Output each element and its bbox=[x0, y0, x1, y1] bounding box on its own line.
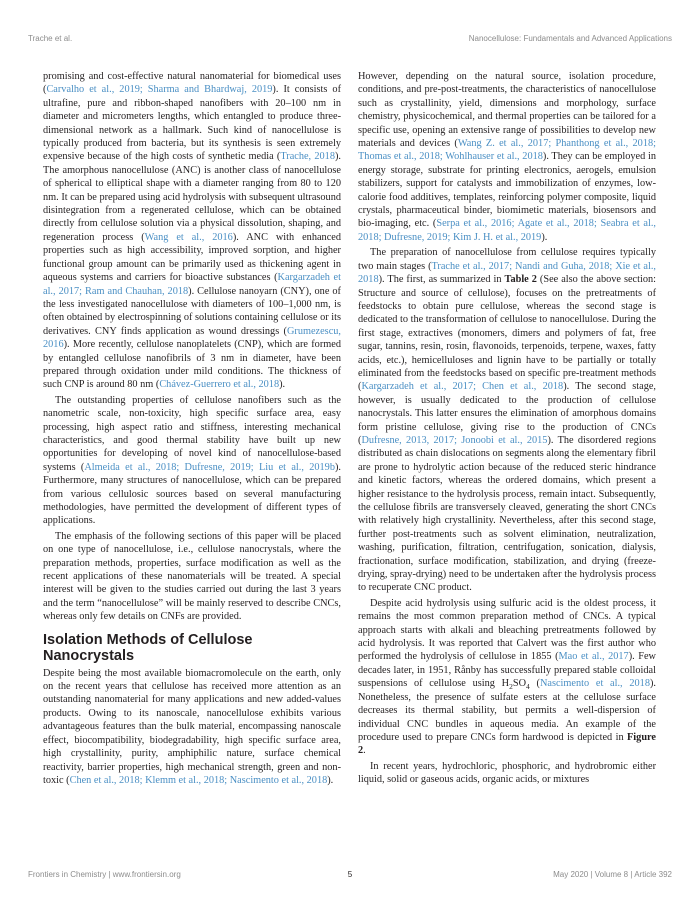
citation-link[interactable]: Chávez-Guerrero et al., 2018 bbox=[159, 379, 280, 391]
citation-link[interactable]: Trache, 2018 bbox=[280, 151, 335, 163]
left-paragraph-3 bbox=[43, 530, 341, 624]
text-run: ). The amorphous nanocellulose (ANC) is another class of nanocellulose of spherical to elliptical shape with a diameter ranging from 80 to 120 nm. It can be prepared using acid hydrolysis with subsequent ultrasound disintegration from a regenerated cellulose, which can be obtained directly from cellulose solution via a physical dissolution, shaping, and regeneration process ( bbox=[43, 151, 341, 243]
header-authors: Trache et al. bbox=[28, 34, 73, 43]
text-run: ). Few decades later, in 1951, Rånby has successfully prepared stable colloidal suspensions of cellulose using H bbox=[358, 651, 656, 690]
left-paragraph-1 bbox=[43, 70, 341, 392]
left-paragraph-4 bbox=[43, 667, 341, 788]
right-paragraph-1 bbox=[358, 70, 656, 244]
subscript: 4 bbox=[526, 682, 530, 692]
right-column bbox=[358, 70, 656, 787]
text-run: In recent years, hydrochloric, phosphoric, and hydrobromic either liquid, solid or gaseous acids, organic acids, or mixtures bbox=[358, 760, 656, 786]
footer-journal: Frontiers in Chemistry | www.frontiersin.org bbox=[28, 870, 181, 879]
citation-link[interactable]: Kargarzadeh et al., 2017; Ram and Chauhan, 2018 bbox=[43, 272, 341, 297]
citation-link[interactable]: Grumezescu, 2016 bbox=[43, 325, 341, 351]
text-run: The outstanding properties of cellulose nanofibers such as the nanometric scale, non-toxicity, high specific surface area, easy processing, high aspect ratio and stiffness, interesting mechanical characteristics, and good thermal stability have built up new opportunities for developing of novel kind of nanocellulose-based systems ( bbox=[43, 394, 341, 473]
text-run: ). It consists of ultrafine, pure and ribbon-shaped nanofibers with 20–100 nm in diameter and micrometers lengths, which entangled to produce three-dimensional network as a hallmark. Such kind of nanocellulose is typically produced from bacteria, but its synthesis is seen extremely expensive because of the high costs of synthetic media ( bbox=[43, 84, 342, 163]
text-run: Despite acid hydrolysis using sulfuric acid is the oldest process, it remains the most common preparation method of CNCs. A typical approach starts with alkali and bleaching pretreatments followed by acid hydrolysis. It was reported that Calvert was the first author who performed the hydrolysis of cellulose in 1855 ( bbox=[358, 597, 656, 663]
text-run: promising and cost-effective natural nanomaterial for biomedical uses ( bbox=[43, 71, 341, 96]
text-run: ). Nonetheless, the presence of sulfate esters at the cellulose surface decreases its thermal stability, but permits a well-dispersion of individual CNC bundles in aqueous media. An example of the procedure used to prepare CNCs form hardwood is depicted in bbox=[358, 678, 656, 743]
citation-link[interactable]: Mao et al., 2017 bbox=[558, 651, 629, 663]
text-run: Despite being the most available biomacromolecule on the earth, only on the recent years that cellulose has received more attention as an outstanding nanomaterial for many applications and new added-values products. Owing to its nanoscale, nanocellulose exhibits various advantageous features than the bulk material, encompassing nanoscale effect, biocompatibility, biodegradability, high specific surface area, high crystallinity, purity, amphiphilic nature, surface chemical reactivity, barrier properties, high mechanical strength, green and non-toxic ( bbox=[43, 667, 341, 786]
page-number: 5 bbox=[347, 870, 353, 879]
bold-reference[interactable]: Figure 2 bbox=[358, 731, 656, 757]
citation-link[interactable]: Carvalho et al., 2019; Sharma and Bhardwaj, 2019 bbox=[46, 84, 273, 96]
citation-link[interactable]: Nascimento et al., 2018 bbox=[539, 678, 650, 690]
bold-reference[interactable]: Table 2 bbox=[504, 274, 537, 286]
citation-link[interactable]: Wang Z. et al., 2017; Phanthong et al., 2018; Thomas et al., 2018; Wohlhauser et al., 2018 bbox=[358, 138, 656, 163]
text-run: ). Cellulose nanoyarn (CNY), one of the less investigated nanocellulose with diameters of 100–1,000 nm, is often obtained by electrospinning of solutions containing cellulose or its derivatives. CNY finds application as wound dressings ( bbox=[43, 285, 341, 337]
right-paragraph-3 bbox=[358, 597, 656, 758]
text-run: ). bbox=[327, 774, 334, 786]
text-run: ). They can be employed in energy storage, substrate for printing electronics, aerogels, emulsion stabilizers, support for catalysts and immobilization of enzymes, low-calorie food additives, templates, reinforcing polymer composite, liquid crystals, pharmaceutical binder, biomimetic materials, biosensors and bio-imaging, etc. ( bbox=[358, 151, 656, 230]
right-paragraph-4 bbox=[358, 760, 656, 787]
text-run: ). The first, as summarized in bbox=[378, 274, 505, 286]
subscript: 2 bbox=[509, 682, 513, 692]
text-run: ). bbox=[541, 231, 548, 243]
text-run: The emphasis of the following sections of this paper will be placed on one type of nanocellulose, i.e., cellulose nanocrystals, where the preparation methods, properties, surface modification as well as the recent applications of these nanomaterials will be treated. A special interest will be given to the studies carried out during the last 3 years and the term “nanocellulose” will be mainly reserved to describe CNCs, whereas only few details on CNFs are provided. bbox=[43, 530, 341, 623]
text-run: However, depending on the natural source, isolation procedure, conditions, and pre-post-treatments, the characteristics of nanocellulose such as crystallinity, yield, dimensions and morphology, surface chemistry, physicochemical, and thermal properties can be tailored for a specific use, opening an extensive range of possibilities to develop new materials and devices ( bbox=[358, 71, 656, 150]
text-run: ). Furthermore, many structures of nanocellulose, which can be prepared from various cellulosic sources based on several manufacturing methodologies, have permitted the development of different types of applications. bbox=[43, 461, 341, 527]
citation-link[interactable]: Kargarzadeh et al., 2017; Chen et al., 2018 bbox=[361, 381, 564, 393]
running-head bbox=[28, 34, 672, 48]
text-run: The preparation of nanocellulose from cellulose requires typically two main stages ( bbox=[358, 247, 656, 272]
citation-link[interactable]: Wang et al., 2016 bbox=[144, 231, 233, 243]
text-run: (See also the above section: Structure and source of cellulose), focuses on the pretreatments of feedstocks to obtain pure cellulose, whereas the second stage is dedicated to the transformation of cellulose to nanocellulose. During the first stage, extractives (monomers, dimers and polymers of fat, free sugar, tannins, resin, rosin, flavonoids, terpenoids, terpene, waxes, fatty acids, etc.), hemicelluloses and lignin have to be partially or totally eliminated from the feedstocks based on specific pre-treatment methods ( bbox=[358, 274, 657, 393]
citation-link[interactable]: Almeida et al., 2018; Dufresne, 2019; Liu et al., 2019b bbox=[84, 461, 335, 473]
text-run: ). ANC with enhanced properties such as high accessibility, improved sorption, and higher functional group amount can be primarily used as thickening agent in aqueous systems and carriers for bioactive substances ( bbox=[43, 231, 341, 284]
page-footer bbox=[28, 870, 672, 882]
footer-issue: May 2020 | Volume 8 | Article 392 bbox=[553, 870, 672, 879]
right-paragraph-2 bbox=[358, 246, 656, 595]
text-run: ( bbox=[529, 678, 540, 690]
left-paragraph-2 bbox=[43, 394, 341, 528]
citation-link[interactable]: Trache et al., 2017; Nandi and Guha, 2018; Xie et al., 2018 bbox=[358, 260, 656, 286]
citation-link[interactable]: Serpa et al., 2016; Agate et al., 2018; Seabra et al., 2018; Dufresne, 2019; Kim J. H. et al., 2019 bbox=[358, 218, 656, 243]
citation-link[interactable]: Dufresne, 2013, 2017; Jonoobi et al., 2015 bbox=[361, 434, 548, 446]
header-title: Nanocellulose: Fundamentals and Advanced Applications bbox=[468, 34, 672, 43]
text-run: SO bbox=[512, 678, 527, 690]
text-run: ). The second stage, however, is usually dedicated to the production of cellulose nanocrystals. This latter ensures the elimination of amorphous domains form pristine cellulose, giving rise to the production of CNCs ( bbox=[358, 381, 656, 446]
text-run: ). More recently, cellulose nanoplatelets (CNP), which are formed by entangled cellulose nanofibrils of 3 nm in diameter, have been prepared through oxidation under mild conditions. The thickness of such CNP is around 80 nm ( bbox=[43, 339, 341, 391]
text-run: . bbox=[363, 745, 366, 757]
left-column bbox=[43, 70, 341, 787]
citation-link[interactable]: Chen et al., 2018; Klemm et al., 2018; Nascimento et al., 2018 bbox=[69, 774, 328, 786]
section-heading: Isolation Methods of Cellulose Nanocrystals bbox=[43, 631, 253, 665]
text-run: ). The disordered regions distributed as chain dislocations on segments along the elementary fibril are prone to hydrolytic action because of the reduced steric hindrance and kinetic factors, whereas the ordered domains, which present a higher resistance to the hydrolysis process, remain intact. Subsequently, the cellulose fibrils are transversely cleaved, generating the short CNCs with relatively high crystallinity. Nevertheless, after this second stage, further post-treatments such as solvent elimination, neutralization, washing, purification, filtration, centrifugation, sonication, dialysis, fractionation, surface modification, stabilization, and drying (freeze-drying, spray-drying) need to be undertaken after the hydrolysis process to recuperate CNC product. bbox=[358, 434, 656, 594]
text-run: ). bbox=[279, 379, 286, 391]
